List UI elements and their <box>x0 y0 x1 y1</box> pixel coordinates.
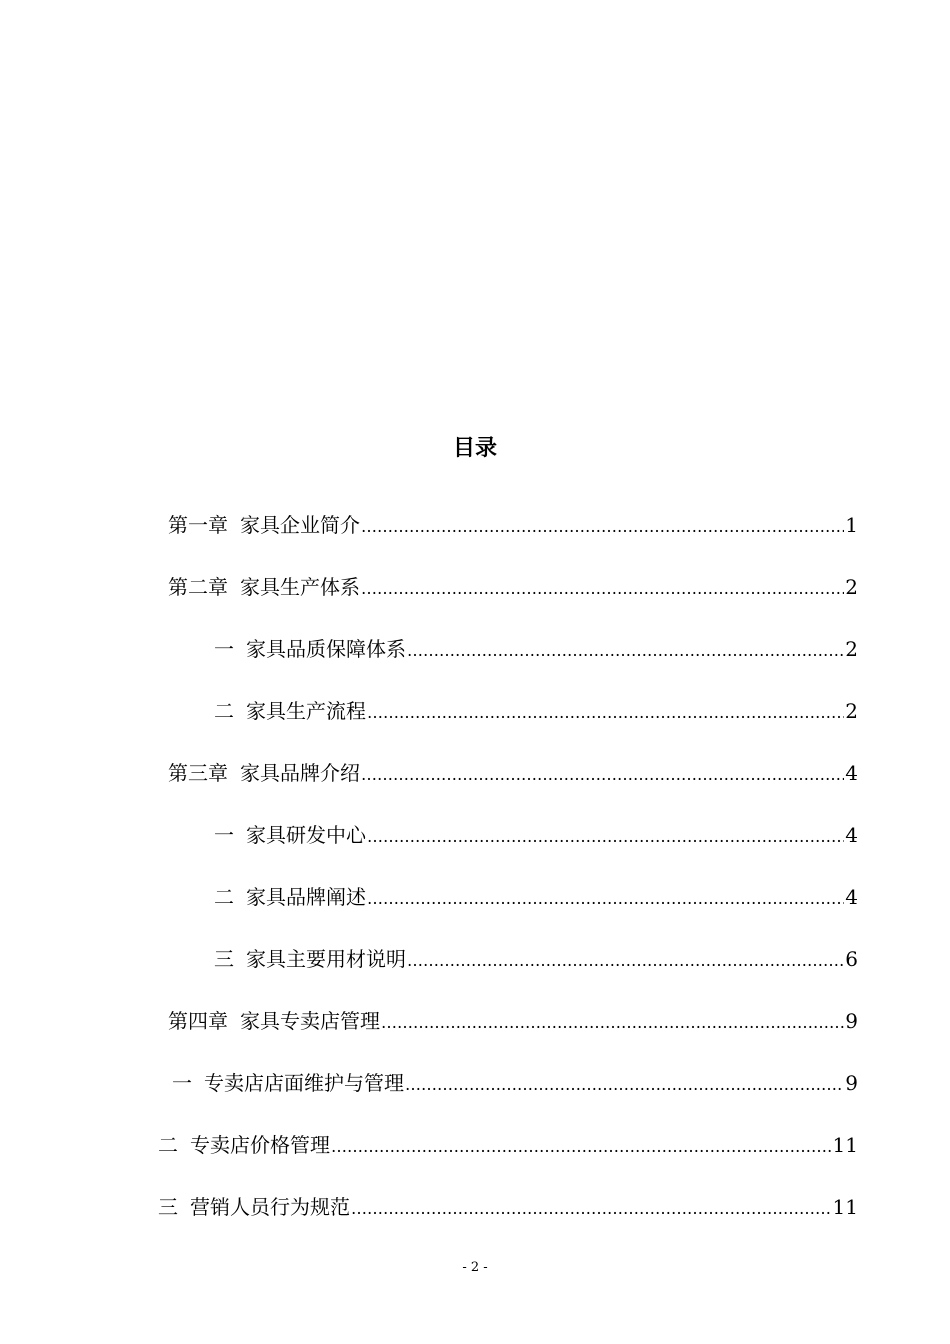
toc-entry-page: 2 <box>845 575 858 599</box>
toc-entry-chapter-2[interactable] <box>168 570 858 604</box>
toc-entry-text: 家具研发中心 <box>246 823 366 847</box>
toc-entry-number: 三 <box>158 1195 178 1219</box>
toc-entry-chapter-1[interactable] <box>168 508 858 542</box>
toc-dot-leader <box>361 510 844 544</box>
toc-dot-leader <box>367 882 844 916</box>
toc-entry-section-4-1[interactable] <box>172 1066 858 1100</box>
toc-dot-leader <box>407 944 844 978</box>
toc-entry-section-2-1[interactable] <box>214 632 858 666</box>
toc-dot-leader <box>361 758 844 792</box>
toc-entry-number: 二 <box>214 885 234 909</box>
toc-entry-text: 家具品牌阐述 <box>246 885 366 909</box>
toc-entry-number: 第三章 <box>168 761 228 785</box>
toc-entry-text: 专卖店价格管理 <box>190 1133 330 1157</box>
toc-dot-leader <box>361 572 844 606</box>
toc-entry-page: 1 <box>845 513 858 537</box>
toc-dot-leader <box>367 820 844 854</box>
toc-entry-text: 家具专卖店管理 <box>240 1009 380 1033</box>
toc-entry-section-4-3[interactable] <box>158 1190 858 1224</box>
toc-entry-text: 家具生产体系 <box>240 575 360 599</box>
toc-entry-page: 11 <box>832 1133 858 1157</box>
toc-entry-text: 家具主要用材说明 <box>246 947 406 971</box>
toc-entry-number: 一 <box>214 637 234 661</box>
toc-entry-chapter-3[interactable] <box>168 756 858 790</box>
toc-dot-leader <box>407 634 844 668</box>
toc-dot-leader <box>381 1006 844 1040</box>
toc-entry-number: 一 <box>172 1071 192 1095</box>
toc-dot-leader <box>351 1192 832 1226</box>
toc-entry-number: 第一章 <box>168 513 228 537</box>
toc-entry-chapter-4[interactable] <box>168 1004 858 1038</box>
toc-entry-page: 2 <box>845 699 858 723</box>
toc-entry-page: 4 <box>845 823 858 847</box>
toc-dot-leader <box>331 1130 832 1164</box>
toc-entry-text: 家具企业简介 <box>240 513 360 537</box>
toc-entry-text: 家具品牌介绍 <box>240 761 360 785</box>
toc-entry-text: 家具生产流程 <box>246 699 366 723</box>
toc-entry-number: 一 <box>214 823 234 847</box>
toc-entry-page: 9 <box>845 1009 858 1033</box>
toc-entry-page: 9 <box>845 1071 858 1095</box>
toc-entry-number: 二 <box>158 1133 178 1157</box>
toc-entry-text: 营销人员行为规范 <box>190 1195 350 1219</box>
toc-entry-number: 三 <box>214 947 234 971</box>
toc-title: 目录 <box>452 436 497 461</box>
toc-entry-page: 4 <box>845 761 858 785</box>
toc-entry-page: 4 <box>845 885 858 909</box>
toc-entry-section-3-1[interactable] <box>214 818 858 852</box>
toc-entry-section-3-3[interactable] <box>214 942 858 976</box>
toc-entry-number: 二 <box>214 699 234 723</box>
toc-entry-number: 第二章 <box>168 575 228 599</box>
toc-entry-section-3-2[interactable] <box>214 880 858 914</box>
toc-entry-text: 专卖店店面维护与管理 <box>204 1071 404 1095</box>
toc-dot-leader <box>405 1068 844 1102</box>
toc-dot-leader <box>367 696 844 730</box>
toc-entry-page: 2 <box>845 637 858 661</box>
toc-entry-section-2-2[interactable] <box>214 694 858 728</box>
toc-entry-text: 家具品质保障体系 <box>246 637 406 661</box>
toc-entry-section-4-2[interactable] <box>158 1128 858 1162</box>
toc-entry-page: 6 <box>845 947 858 971</box>
toc-entry-page: 11 <box>832 1195 858 1219</box>
page-number-footer: - 2 - <box>462 1260 488 1275</box>
toc-entry-number: 第四章 <box>168 1009 228 1033</box>
